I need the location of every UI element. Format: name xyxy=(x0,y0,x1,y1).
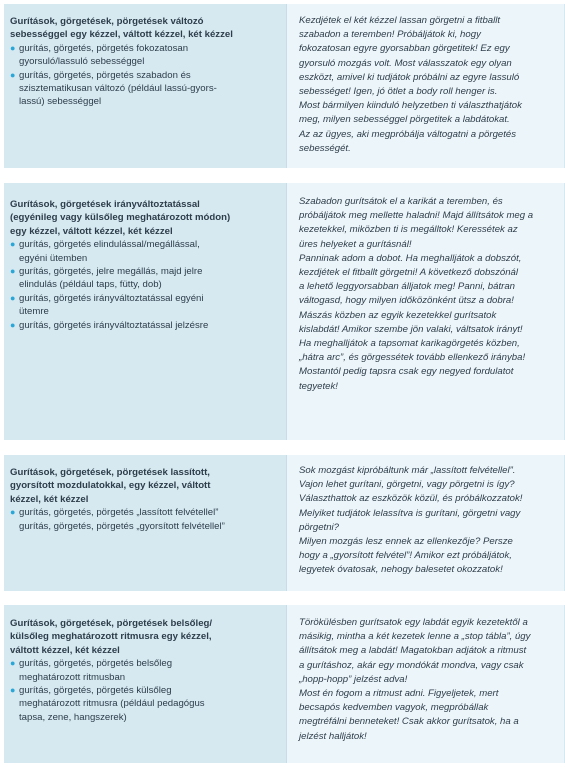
skill-list xyxy=(10,506,276,533)
bullet-icon: ● xyxy=(10,239,16,250)
skill-list xyxy=(10,42,276,109)
list-item: ● gurítás, görgetés, pörgetés belsőleg meghatározott ritmusban xyxy=(10,658,173,683)
list-item: ● gurítás, görgetés, pörgetés külsőleg meghatározott ritmusra (például pedagógus tapsa, zene, hangszerek) xyxy=(10,685,205,723)
bullet-icon: ● xyxy=(10,507,16,518)
activity-text: Kezdjétek el két kézzel lassan görgetni a fitballt szabadon a teremben! Próbáljátok ki, hogy fokozatosan egyre gyorsabban görgetitek! Ez egy gyorsuló mozgás volt. Most válasszatok egy olyan eszközt, amivel ki tudjátok próbálni az egyre lassuló sebességet! Igen, jó ötlet a body roll henger is. Most bármilyen kiinduló helyzetben ti választhatjátok meg, milyen sebességgel pörgetitek a labdátokat. Az az ügyes, aki megpróbálja váltogatni a pörgetés sebességét. xyxy=(299,15,522,154)
bullet-icon: ● xyxy=(10,658,16,669)
list-item: ● gurítás, görgetés, jelre megállás, majd jelre elindulás (például taps, fütty, dob) xyxy=(10,266,203,291)
skill-heading: Gurítások, görgetések, pörgetések lassított, gyorsított mozdulatokkal, egy kézzel, váltott kézzel, két kézzel xyxy=(10,467,211,505)
bullet-icon: ● xyxy=(10,69,16,80)
table-row xyxy=(4,605,565,763)
activity-text: Törökülésben gurítsatok egy labdát egyik kezetektől a másikig, mintha a két kezetek lenne a „stop tábla”, úgy állítsátok meg a labdát! Magatokban adjátok a ritmust a gurításhoz, akár egy mondókát mondva, vagy csak „hopp-hopp” jelzést adva! Most én fogom a ritmust adni. Figyeljetek, mert becsapós kedvemben vagyok, megpróbállak megtréfálni benneteket! Csak akkor gurítsatok, ha a jelzést halljátok! xyxy=(299,617,531,742)
table-row xyxy=(4,183,565,440)
activity-text: Sok mozgást kipróbáltunk már „lassított felvétellel”. Vajon lehet gurítani, görgetni, vagy pörgetni is így? Választhattok az eszközök közül, és próbálkozzatok! Melyiket tudjátok lelassítva is gurítani, görgetni vagy pörgetni? Milyen mozgás lesz ennek az ellenkezője? Persze hogy a „gyorsított felvétel”! Amikor ezt próbáljátok, legyetek óvatosak, nehogy balesetet okozzatok! xyxy=(299,465,523,576)
activity-cell xyxy=(286,455,564,591)
skill-cell xyxy=(10,617,276,724)
skill-heading: Gurítások, görgetések, pörgetések belsőleg/ külsőleg meghatározott ritmusra egy kézzel, váltott kézzel, két kézzel xyxy=(10,618,213,656)
list-item: ● gurítás, görgetés irányváltoztatással jelzésre xyxy=(10,319,209,331)
bullet-icon: ● xyxy=(10,319,16,330)
list-item: ● gurítás, görgetés elindulással/megállással, egyéni ütemben xyxy=(10,239,200,264)
skill-cell xyxy=(10,466,276,533)
table-row xyxy=(4,4,565,168)
activity-cell xyxy=(286,605,564,763)
skill-list xyxy=(10,657,276,724)
skill-heading: Gurítások, görgetések irányváltoztatással (egyénileg vagy külsőleg meghatározott módon) egy kézzel, váltott kézzel, két kézzel xyxy=(10,199,231,237)
bullet-icon: ● xyxy=(10,685,16,696)
activity-cell xyxy=(286,4,564,168)
activity-text: Szabadon gurítsátok el a karikát a teremben, és próbáljátok meg mellette haladni! Majd állítsátok meg a kezetekkel, miközben ti is megálltok! Keressétek az üres helyeket a gurításnál! Panninak adom a dobot. Ha meghalljátok a dobszót, kezdjétek el fitballt görgetni! A következő dobszónál a lehető leggyorsabban álljatok meg! Panni, bátran váltogasd, hogy milyen időközönként ütsz a dobra! Mászás közben az egyik kezetekkel gurítsatok kislabdát! Amikor szembe jön valaki, váltsatok irányt! Ha meghalljátok a tapsomat karikagörgetés közben, „hátra arc”, és görgessétek tovább ellenkező irányba! Mostantól pedig tapsra csak egy negyed fordulatot tegyetek! xyxy=(299,196,534,392)
skill-list xyxy=(10,238,276,332)
list-item: ● gurítás, görgetés, pörgetés fokozatosan gyorsuló/lassuló sebességgel xyxy=(10,42,189,68)
table-row xyxy=(4,455,565,591)
bullet-icon: ● xyxy=(10,42,16,53)
list-item: ● gurítás, görgetés, pörgetés szabadon és szisztematikusan változó (például lassú-gyors- lassú) sebességgel xyxy=(10,69,217,108)
skill-cell xyxy=(10,15,276,109)
list-item: ● gurítás, görgetés irányváltoztatással egyéni ütemre xyxy=(10,292,204,318)
bullet-icon: ● xyxy=(10,292,16,303)
skill-heading: Gurítások, görgetések, pörgetések változó sebességgel egy kézzel, váltott kézzel, két kézzel xyxy=(10,16,233,41)
list-item: ● gurítás, görgetés, pörgetés „lassított felvétellel” gurítás, görgetés, pörgetés „gyorsított felvétellel” xyxy=(10,507,225,532)
skill-cell xyxy=(10,198,276,332)
bullet-icon: ● xyxy=(10,266,16,277)
activity-cell xyxy=(286,183,564,440)
